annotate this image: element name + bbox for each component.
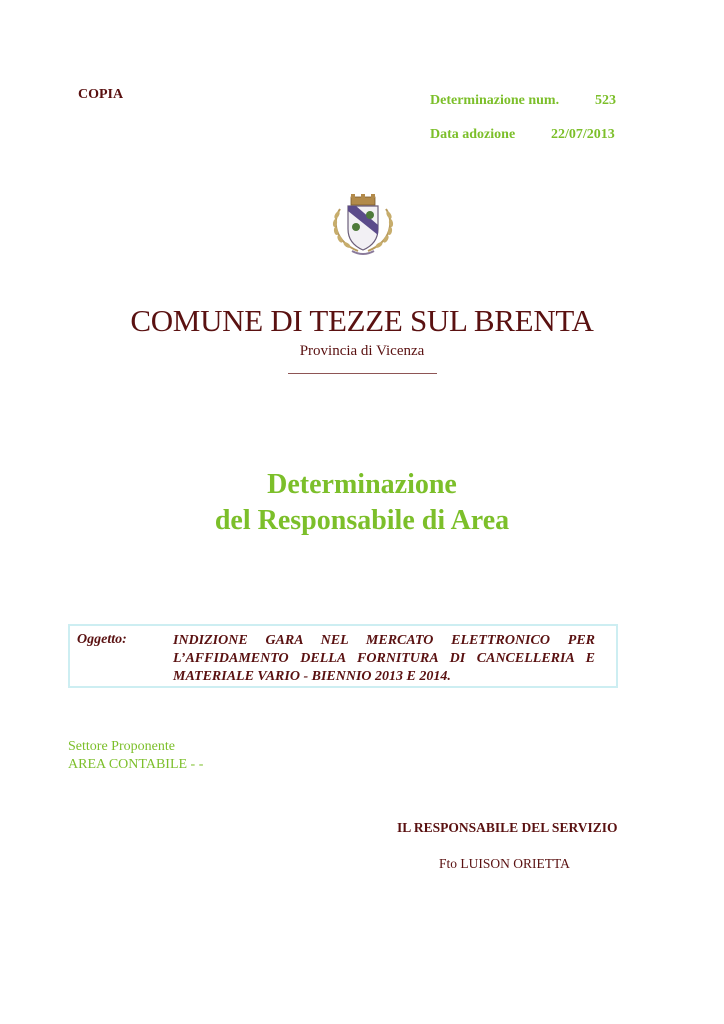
determinazione-num xyxy=(430,93,616,109)
province-name: Provincia di Vicenza xyxy=(299,343,425,359)
oggetto-line: L’AFFIDAMENTO DELLA FORNITURA DI CANCELLERIA E xyxy=(173,651,595,666)
copia-label: COPIA xyxy=(78,87,124,102)
oggetto-line: INDIZIONE GARA NEL MERCATO ELETTRONICO PER xyxy=(173,633,595,648)
oggetto-line: MATERIALE VARIO - BIENNIO 2013 E 2014. xyxy=(173,669,451,684)
settore-value: AREA CONTABILE - - xyxy=(68,757,204,772)
signature-name: Fto LUISON ORIETTA xyxy=(439,856,570,871)
document-title-line1: Determinazione xyxy=(267,469,457,500)
municipality-name: COMUNE DI TEZZE SUL BRENTA xyxy=(130,303,594,338)
document-title-line2: del Responsabile di Area xyxy=(214,505,510,536)
data-adozione xyxy=(430,127,615,143)
title-divider xyxy=(288,373,437,374)
coat-of-arms-icon xyxy=(328,191,398,259)
oggetto-text xyxy=(173,632,595,686)
determinazione-num-label: Determinazione num. xyxy=(430,93,560,108)
data-adozione-value: 22/07/2013 xyxy=(551,127,615,142)
signature-title: IL RESPONSABILE DEL SERVIZIO xyxy=(397,820,618,835)
data-adozione-label: Data adozione xyxy=(430,127,516,142)
oggetto-label: Oggetto: xyxy=(77,632,127,647)
settore-label: Settore Proponente xyxy=(68,739,175,754)
determinazione-num-value: 523 xyxy=(595,93,616,108)
